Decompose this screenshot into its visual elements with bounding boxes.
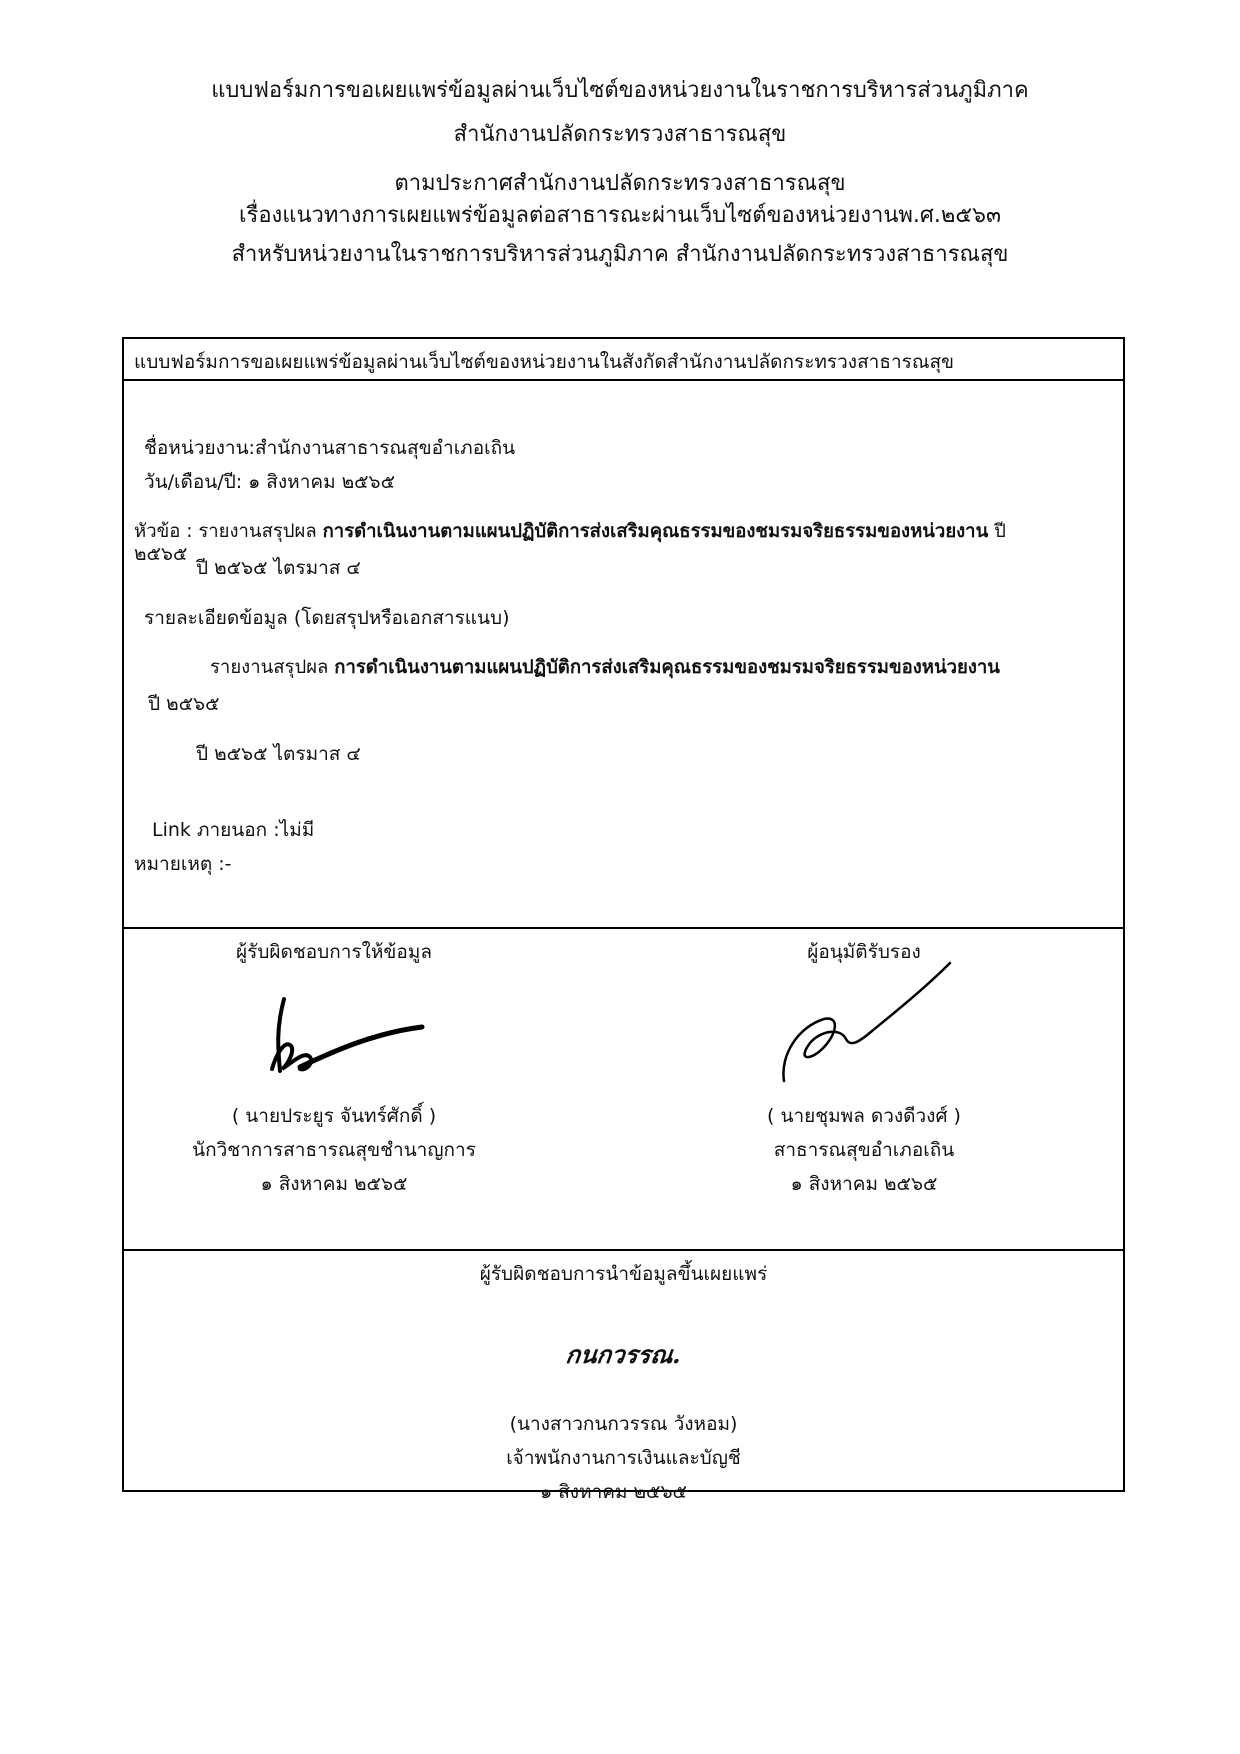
left-signer-date: ๑ สิงหาคม ๒๕๖๕ — [260, 1173, 408, 1195]
note-value: :- — [218, 853, 232, 875]
note-line — [134, 849, 232, 879]
detail-year: ปี ๒๕๖๕ — [148, 693, 220, 715]
unit-value: สำนักงานสาธารณสุขอำเภอเถิน — [254, 437, 516, 459]
unit-label: ชื่อหน่วยงาน: — [144, 437, 255, 459]
right-signer-position: สาธารณสุขอำเภอเถิน — [773, 1139, 955, 1161]
link-value: :ไม่มี — [273, 819, 315, 841]
left-signer-position: นักวิชาการสาธารณสุขชำนาญการ — [192, 1139, 476, 1161]
detail-line — [210, 653, 1000, 682]
publisher-section — [124, 1251, 1123, 1503]
detail-bold: การดำเนินงานตามแผนปฏิบัติการส่งเสริมคุณธรรมของชมรมจริยธรรมของหน่วยงาน — [334, 657, 1000, 678]
publisher-signature: กนกวรรณ. — [564, 1340, 683, 1369]
topic-bold: การดำเนินงานตามแผนปฏิบัติการส่งเสริมคุณธรรมของชมรมจริยธรรมของหน่วยงาน — [322, 521, 989, 542]
right-signer-role: ผู้อนุมัติรับรอง — [807, 941, 921, 963]
topic-line — [134, 517, 1006, 546]
header-line-2: สำนักงานปลัดกระทรวงสาธารณสุข — [453, 122, 787, 148]
header-line-4: เรื่องแนวทางการเผยแพร่ข้อมูลต่อสาธารณะผ่านเว็บไซต์ของหน่วยงานพ.ศ.๒๕๖๓ — [238, 203, 1002, 229]
date-label: วัน/เดือน/ปี: — [144, 471, 243, 493]
header-line-3: ตามประกาศสำนักงานปลัดกระทรวงสาธารณสุข — [394, 170, 846, 196]
right-signer-date: ๑ สิงหาคม ๒๕๖๕ — [790, 1173, 938, 1195]
topic-label: หัวข้อ : รายงานสรุปผล — [134, 521, 317, 542]
left-signer-role: ผู้รับผิดชอบการให้ข้อมูล — [236, 941, 432, 963]
date-value: ๑ สิงหาคม ๒๕๖๕ — [248, 471, 395, 493]
header-line-1: แบบฟอร์มการขอเผยแพร่ข้อมูลผ่านเว็บไซต์ของหน่วยงานในราชการบริหารส่วนภูมิภาค — [211, 78, 1029, 103]
link-label: Link ภายนอก — [152, 819, 268, 841]
publisher-name: (นางสาวกนกวรรณ วังหอม) — [509, 1413, 738, 1435]
detail-sub: ปี ๒๕๖๕ ไตรมาส ๔ — [196, 743, 361, 765]
date-line — [144, 467, 395, 497]
right-signature-icon — [754, 959, 954, 1089]
publication-form — [122, 337, 1125, 1503]
publisher-role: ผู้รับผิดชอบการนำข้อมูลขึ้นเผยแพร่ — [479, 1263, 768, 1285]
publisher-date: ๑ สิงหาคม ๒๕๖๕ — [540, 1481, 687, 1503]
link-line — [152, 815, 314, 845]
approval-signatures-section — [124, 929, 1123, 1251]
publisher-position: เจ้าพนักงานการเงินและบัญชี — [506, 1447, 741, 1469]
topic-sub: ปี ๒๕๖๕ ไตรมาส ๔ — [196, 557, 361, 579]
left-signer-name: ( นายประยูร จันทร์ศักดิ์ ) — [231, 1105, 437, 1127]
unit-line — [144, 433, 515, 463]
header-line-5: สำหรับหน่วยงานในราชการบริหารส่วนภูมิภาค สำนักงานปลัดกระทรวงสาธารณสุข — [231, 241, 1009, 267]
note-label: หมายเหตุ — [134, 853, 213, 875]
left-signature-icon — [254, 989, 434, 1079]
detail-label: รายละเอียดข้อมูล (โดยสรุปหรือเอกสารแนบ) — [144, 607, 510, 629]
detail-prefix: รายงานสรุปผล — [210, 657, 329, 678]
form-title: แบบฟอร์มการขอเผยแพร่ข้อมูลผ่านเว็บไซต์ของหน่วยงานในสังกัดสำนักงานปลัดกระทรวงสาธารณสุข — [124, 339, 1123, 381]
document-header — [0, 78, 1240, 268]
right-signer-name: ( นายชุมพล ดวงดีวงศ์ ) — [767, 1105, 961, 1127]
topic-tail: ปี — [994, 521, 1006, 542]
topic-year: ๒๕๖๕ — [134, 543, 188, 565]
form-detail-section — [124, 381, 1123, 929]
